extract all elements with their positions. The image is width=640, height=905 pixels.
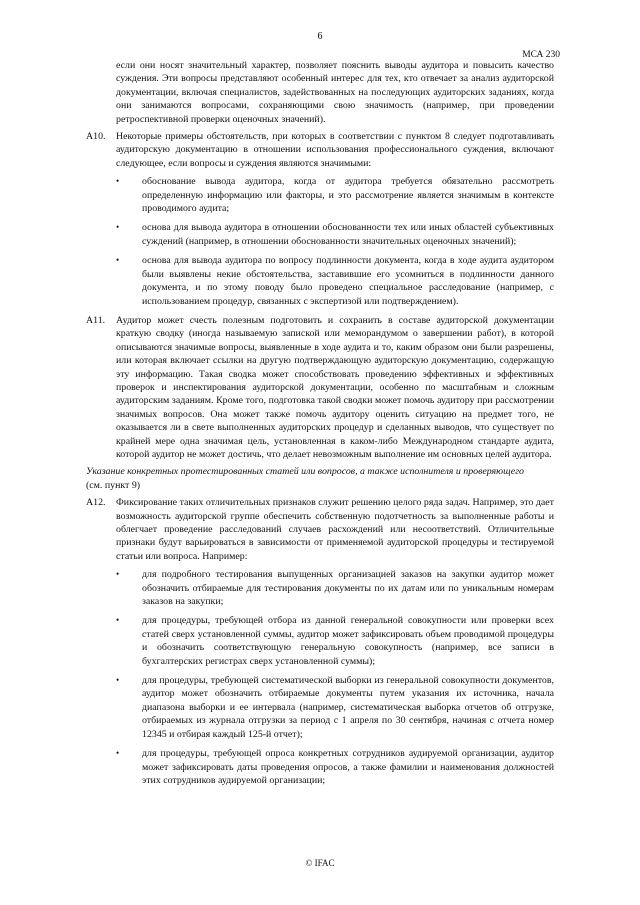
section-subheading: Указание конкретных протестированных статей или вопросов, а также исполнителя и проверяющего (см. пункт 9) <box>86 466 524 491</box>
standard-code: МСА 230 <box>522 50 560 60</box>
footer-copyright: © IFAC <box>305 858 335 868</box>
page-number: 6 <box>317 31 323 42</box>
a10-bullet-list <box>86 175 554 308</box>
list-item: • для процедуры, требующей отбора из данной генеральной совокупности или проверки всех статей сверх установленной суммы, аудитор может зафиксировать объем проводимой процедуры и обозначить соответствующую генеральную совокупность (например, все записи в бухгалтерских регистрах сверх установленной суммы); <box>116 615 554 667</box>
page-body <box>86 59 554 793</box>
list-item: • для подробного тестирования выпущенных организацией заказов на закупки аудитор может обозначить отбираемые для тестирования документы по их датам или по уникальным номерам заказов на закупки; <box>116 569 554 608</box>
bullet-icon: • <box>116 748 120 759</box>
bullet-icon: • <box>116 176 120 187</box>
paragraph-number: A10. <box>86 131 106 143</box>
list-item: • основа для вывода аудитора в отношении обоснованности тех или иных областей субъективных суждений (например, в отношении обоснованности значительных оценочных значений); <box>116 222 554 247</box>
bullet-icon: • <box>116 222 120 233</box>
subheading-reference: (см. пункт 9) <box>86 479 141 491</box>
bullet-icon: • <box>116 569 120 580</box>
list-item: • для процедуры, требующей опроса конкретных сотрудников аудируемой организации, аудитор может зафиксировать даты проведения опросов, а также фамилии и наименования должностей этих сотрудников аудируемой организации; <box>116 748 554 786</box>
paragraph-number: A11. <box>86 314 106 326</box>
paragraph-a11 <box>86 314 554 461</box>
list-item: • для процедуры, требующей систематической выборки из генеральной совокупности документов, аудитор может обозначить отбираемые документы путем указания их источника, начала диапазона выборки и ее интервала (например, систематическая выборка отчетов об отгрузке, отбираемых из журнала отгрузки за период с 1 апреля по 30 сентября, начиная с отчета номер 12345 и отбирая каждый 125-й отчет); <box>116 675 554 740</box>
list-item: • основа для вывода аудитора по вопросу подлинности документа, когда в ходе аудита аудитором были выявлены некие обстоятельства, заставившие его усомниться в подлинности данного документа, и по этому поводу было проведено специальное расследование (например, с использованием процедур, связанных с экспертизой или подтверждением). <box>116 255 554 307</box>
paragraph-text: Некоторые примеры обстоятельств, при которых в соответствии с пунктом 8 следует подготавливать аудиторскую документацию в отношении использования профессионального суждения, включают следующее, если вопросы и суждения являются значимыми: <box>116 131 554 169</box>
list-item: • обоснование вывода аудитора, когда от аудитора требуется обязательно рассмотреть определенную информацию или факторы, и это рассмотрение является значимым в контексте проводимого аудита; <box>116 176 554 215</box>
paragraph-text: Аудитор может счесть полезным подготовить и сохранить в составе аудиторской документации краткую сводку (иногда называемую запиской или меморандумом о завершении работ), в которой описываются значимые вопросы, выявленные в ходе аудита и то, каким образом они были разрешены, или которая включает ссылки на другую подтверждающую аудиторскую документацию, содержащую эту информацию. Такая сводка может способствовать проведению эффективных и эффективных проверок и инспектирования аудиторской документации, особенно по масштабным и сложным аудиторским заданиям. Кроме того, подготовка такой сводки может помочь аудитору при рассмотрении значимых вопросов. Она может также помочь аудитору оценить ситуацию на предмет того, не оказывается ли в свете выполненных аудиторских процедур и сделанных выводов, что существует по крайней мере одна значимая цель, установленная в каком-либо Международном стандарте аудита, которой аудитор не может достичь, что делает невозможным выполнение им основных целей аудитора. <box>116 314 554 460</box>
paragraph-a10 <box>86 130 554 170</box>
bullet-icon: • <box>116 255 120 266</box>
paragraph-text: Фиксирование таких отличительных признаков служит решению целого ряда задач. Например, это дает возможность аудиторской группе обеспечить собственную подотчетность за выполненные работы и облегчает проведение расследований случаев расхождений или несоответствий. Отличительные признаки будут варьироваться в зависимости от применяемой аудиторской процедуры и тестируемой статьи или вопроса. Например: <box>116 497 554 562</box>
a12-bullet-list <box>86 568 554 787</box>
bullet-icon: • <box>116 675 120 686</box>
paragraph-a12 <box>86 496 554 563</box>
paragraph-number: A12. <box>86 497 106 509</box>
bullet-icon: • <box>116 615 120 626</box>
continuation-paragraph: если они носят значительный характер, позволяет пояснить выводы аудитора и повысить качество суждения. Эти вопросы представляют особенный интерес для тех, кто отвечает за анализ аудиторской документации, включая специалистов, задействованных на последующих аудиторских заданиях, когда они занимаются вопросами, сохраняющими свою значимость (например, при проведении ретроспективной проверки оценочных значений). <box>116 60 554 125</box>
